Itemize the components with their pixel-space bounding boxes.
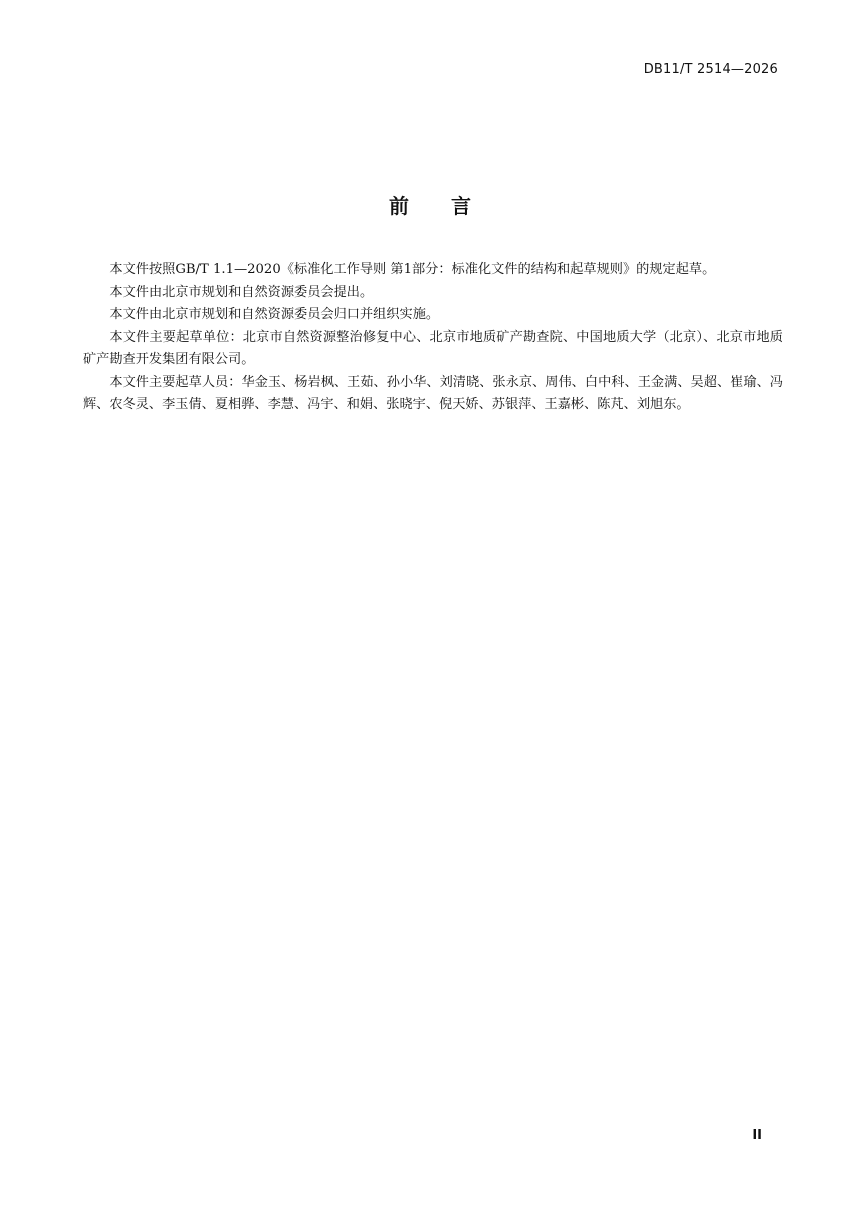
paragraph-administrator: 本文件由北京市规划和自然资源委员会归口并组织实施。: [109, 307, 440, 322]
paragraph-drafters: 本文件主要起草人员：华金玉、杨岩枫、王茹、孙小华、刘清晓、张永京、周伟、白中科、王金满、吴超、崔瑜、冯辉、农冬灵、李玉倩、夏相骅、李慧、冯宇、和娟、张晓宇、倪天娇、苏银萍、王嘉彬、陈芃、刘旭东。: [83, 374, 783, 412]
page-number: II: [752, 1128, 762, 1143]
paragraph-proposer: 本文件由北京市规划和自然资源委员会提出。: [109, 284, 374, 300]
title-char-2: 言: [451, 194, 471, 218]
title-char-1: 前: [389, 194, 409, 218]
document-code: DB11/T 2514—2026: [643, 62, 778, 77]
page-title: [0, 190, 860, 219]
paragraph-drafting-units: 本文件主要起草单位：北京市自然资源整治修复中心、北京市地质矿产勘查院、中国地质大学（北京）、北京市地质矿产勘查开发集团有限公司。: [83, 329, 783, 367]
foreword-body: [83, 259, 783, 417]
paragraph-drafting-rules: 本文件按照GB/T 1.1—2020《标准化工作导则 第1部分：标准化文件的结构和起草规则》的规定起草。: [109, 262, 716, 277]
